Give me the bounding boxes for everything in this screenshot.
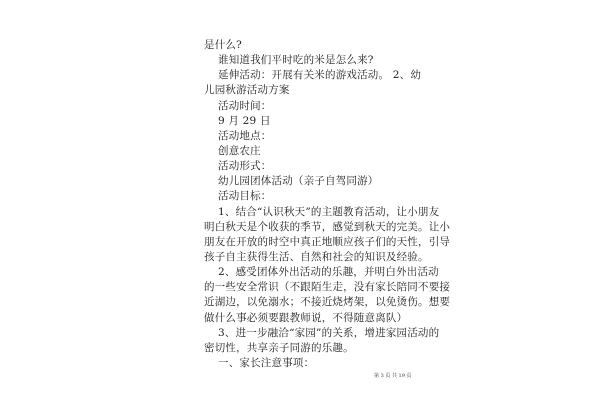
text-line: 近湖边，以免溺水；不接近烧烤架，以免烫伤。想要 (204, 296, 451, 309)
text-line: 明白秋天是个收获的季节，感觉到秋天的完美。让小 (204, 220, 451, 233)
text-line: 孩子自主获得生活、自然和社会的知识及经验。 (204, 251, 429, 263)
page-number-footer: 第 3 页 共 19 页 (374, 373, 412, 379)
text-line: 9 月 29 日 (218, 114, 271, 127)
text-line: 谁知道我们平时吃的米是怎么来? (218, 54, 374, 67)
text-line: 朋友在开放的时空中真正地顺应孩子们的天性，引导 (204, 235, 451, 248)
text-line: 活动地点： (218, 129, 272, 142)
text-line: 的一些安全常识（不跟陌生走，没有家长陪同不要接 (204, 281, 451, 294)
text-line: 创意农庄 (218, 145, 261, 157)
text-line: 是什么? (204, 39, 242, 51)
text-line: 做什么事必须要跟教师说，不得随意离队） (204, 311, 408, 324)
text-line: 2、感受团体外出活动的乐趣，并明白外出活动 (218, 266, 439, 279)
text-line: 儿园秋游活动方案 (204, 84, 290, 97)
text-line: 3、进一步融洽“家园”的关系，增进家园活动的 (218, 326, 440, 339)
text-line: 一、家长注意事项： (218, 357, 315, 369)
text-line: 幼儿园团体活动（亲子自驾同游） (218, 175, 379, 188)
text-line: 延伸活动：开展有关米的游戏活动。 2、幼 (218, 69, 422, 82)
text-line: 活动目标： (218, 190, 272, 203)
text-line: 1、结合“认识秋天”的主题教育活动，让小朋友 (218, 205, 440, 218)
text-line: 活动形式： (218, 160, 272, 173)
text-line: 活动时间： (218, 99, 272, 112)
text-line: 密切性，共享亲子同游的乐趣。 (204, 341, 354, 354)
